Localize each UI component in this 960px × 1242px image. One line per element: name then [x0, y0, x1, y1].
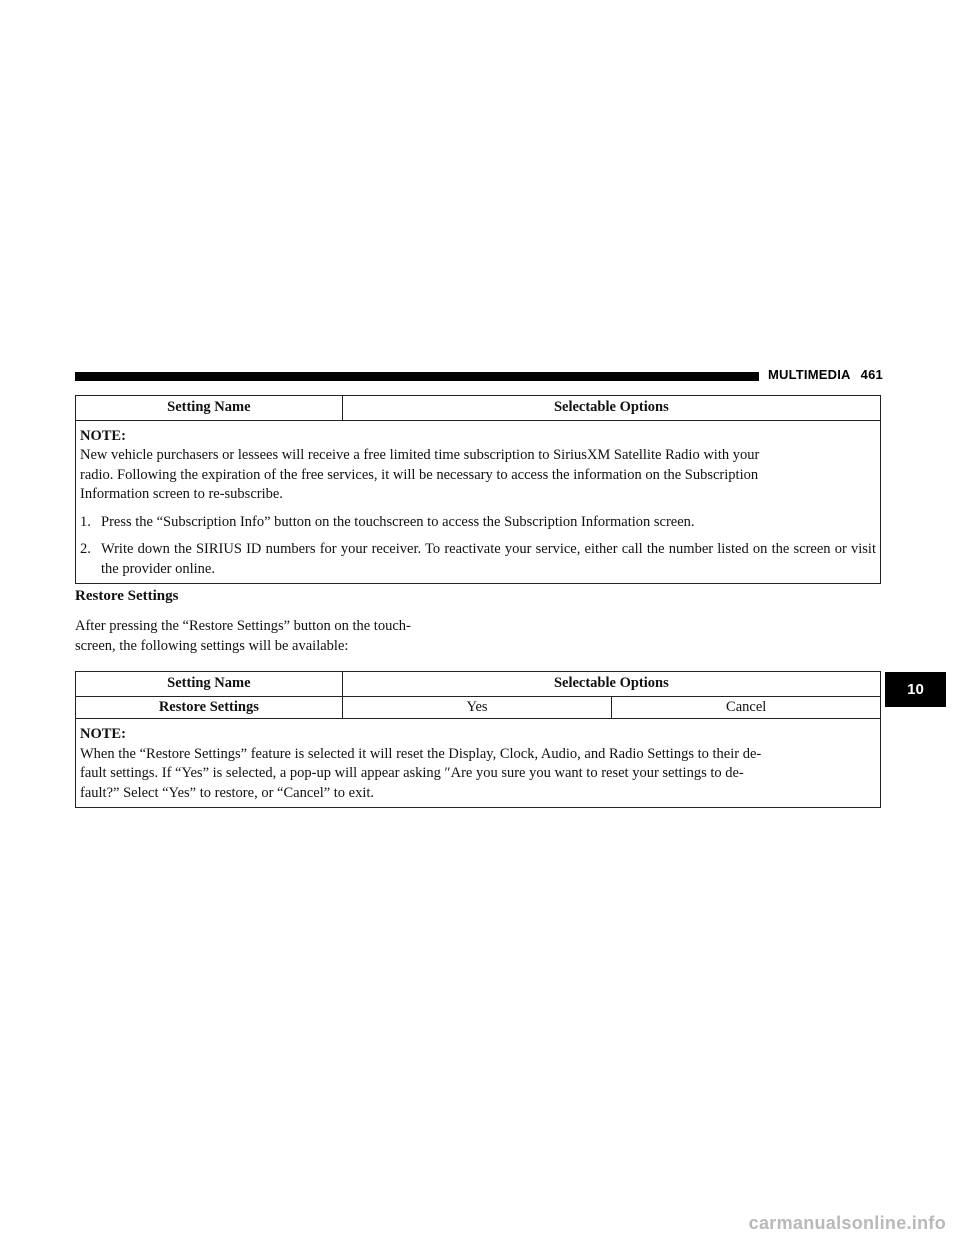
restore-settings-table: [75, 671, 881, 808]
column-header-selectable-options: Selectable Options: [342, 672, 880, 697]
note-line: New vehicle purchasers or lessees will receive a free limited time subscription to SiriusXM Satellite Radio with your: [80, 447, 760, 463]
option-yes-cell: Yes: [342, 696, 612, 719]
paragraph-line: After pressing the “Restore Settings” button on the touch-: [75, 618, 411, 634]
note-line: fault settings. If “Yes” is selected, a pop-up will appear asking ″Are you sure you want to reset your settings to de-: [80, 765, 744, 781]
note-line: fault?” Select “Yes” to restore, or “Cancel” to exit.: [80, 784, 375, 801]
note-line: When the “Restore Settings” feature is selected it will reset the Display, Clock, Audio, and Radio Settings to their de-: [80, 745, 762, 762]
table-row: [76, 696, 881, 719]
note-title: NOTE:: [80, 726, 126, 742]
table-header-row: [76, 672, 881, 697]
note-line: radio. Following the expiration of the free services, it will be necessary to access the information on the Subscription: [80, 466, 759, 483]
note-row: [76, 719, 881, 808]
chapter-tab: 10: [885, 672, 946, 707]
watermark: carmanualsonline.info: [748, 1213, 946, 1233]
setting-name-cell: Restore Settings: [76, 696, 343, 719]
option-cancel-cell: Cancel: [612, 696, 881, 719]
paragraph-line: screen, the following settings will be available:: [75, 638, 349, 654]
note-line: Information screen to re-subscribe.: [80, 486, 283, 502]
page-number: 461: [860, 367, 883, 382]
header-rule: [75, 372, 759, 381]
list-text: Write down the SIRIUS ID numbers for your receiver. To reactivate your service, either call the number listed on the screen or visit the provider online.: [101, 541, 876, 577]
running-header: [768, 367, 883, 382]
column-header-setting-name: Setting Name: [76, 672, 343, 697]
list-item: [80, 513, 876, 533]
section-title: MULTIMEDIA: [768, 367, 851, 382]
table-header-row: [76, 396, 881, 421]
body-paragraph: [75, 616, 475, 656]
note-cell: [76, 420, 881, 584]
column-header-selectable-options: Selectable Options: [342, 396, 880, 421]
note-cell: [76, 719, 881, 808]
list-item: [80, 540, 876, 579]
list-text: Press the “Subscription Info” button on the touchscreen to access the Subscription Information screen.: [101, 513, 695, 530]
list-number: 2.: [80, 541, 91, 557]
note-row: [76, 420, 881, 584]
column-header-setting-name: Setting Name: [76, 396, 343, 421]
note-title: NOTE:: [80, 427, 126, 444]
section-heading: Restore Settings: [75, 588, 179, 604]
list-number: 1.: [80, 513, 91, 530]
subscription-settings-table: [75, 395, 881, 584]
